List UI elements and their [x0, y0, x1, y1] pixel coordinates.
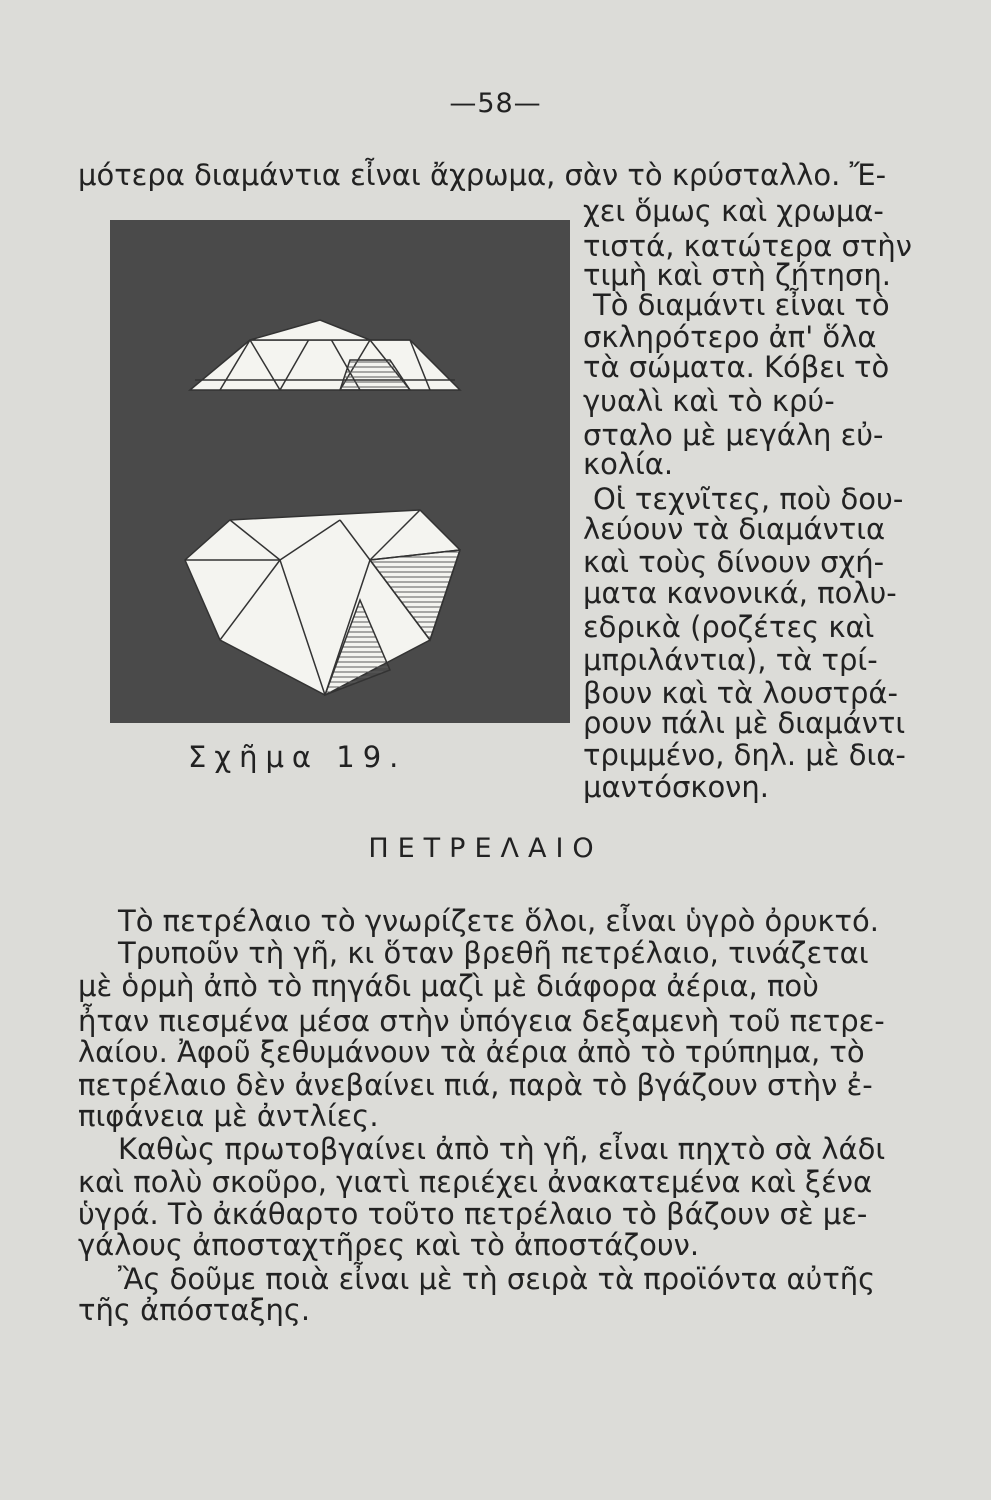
text-line: Οἱ τεχνῖτες, ποὺ δου-	[593, 482, 904, 516]
text-line: Τὸ πετρέλαιο τὸ γνωρίζετε ὅλοι, εἶναι ὑγρὸ ὀρυκτό.	[118, 904, 879, 938]
text-line: Τὸ διαμάντι εἶναι τὸ	[593, 288, 890, 322]
text-line: μότερα διαμάντια εἶναι ἄχρωμα, σὰν τὸ κρύσταλλο. Ἔ-	[78, 158, 887, 192]
diamond-figure	[110, 220, 570, 723]
text-line: χει ὅμως καὶ χρωμα-	[583, 194, 884, 228]
text-line: λεύουν τὰ διαμάντια	[583, 512, 886, 546]
text-line: ματα κανονικά, πολυ-	[583, 576, 897, 610]
text-line: μπριλάντια), τὰ τρί-	[583, 643, 878, 677]
text-line: τιμὴ καὶ στὴ ζήτηση.	[583, 258, 891, 292]
text-line: εδρικὰ (ροζέτες καὶ	[583, 610, 875, 644]
text-line: σκληρότερο ἀπ' ὅλα	[583, 320, 877, 354]
text-line: πετρέλαιο δὲν ἀνεβαίνει πιά, παρὰ τὸ βγάζουν στὴν ἐ-	[78, 1068, 873, 1102]
text-line: ρουν πάλι μὲ διαμάντι	[583, 706, 906, 740]
section-heading: ΠΕΤΡΕΛΑΙΟ	[368, 833, 603, 864]
text-line: γυαλὶ καὶ τὸ κρύ-	[583, 384, 835, 418]
text-line: ὑγρά. Τὸ ἀκάθαρτο τοῦτο πετρέλαιο τὸ βάζουν σὲ με-	[78, 1197, 868, 1231]
text-line: τιστά, κατώτερα στὴν	[583, 229, 912, 263]
text-line: Καθὼς πρωτοβγαίνει ἀπὸ τὴ γῆ, εἶναι πηχτὸ σὰ λάδι	[118, 1132, 886, 1166]
figure-caption: Σχῆμα 19.	[188, 740, 407, 774]
text-line: βουν καὶ τὰ λουστρά-	[583, 676, 898, 710]
text-line: λαίου. Ἀφοῦ ξεθυμάνουν τὰ ἀέρια ἀπὸ τὸ τρύπημα, τὸ	[78, 1035, 865, 1069]
text-line: κολία.	[583, 447, 674, 481]
text-line: σταλο μὲ μεγάλη εὐ-	[583, 418, 884, 452]
text-line: μὲ ὁρμὴ ἀπὸ τὸ πηγάδι μαζὶ μὲ διάφορα ἀέρια, ποὺ	[78, 969, 819, 1003]
page-number: —58—	[449, 88, 542, 119]
text-line: τριμμένο, δηλ. μὲ δια-	[583, 738, 906, 772]
diamond-side-view	[185, 510, 460, 695]
text-line: Τρυποῦν τὴ γῆ, κι ὅταν βρεθῆ πετρέλαιο, τινάζεται	[118, 936, 869, 970]
text-line: τὰ σώματα. Κόβει τὸ	[583, 350, 890, 384]
text-line: Ἂς δοῦμε ποιὰ εἶναι μὲ τὴ σειρὰ τὰ προϊόντα αὐτῆς	[118, 1262, 876, 1296]
text-line: ἦταν πιεσμένα μέσα στὴν ὑπόγεια δεξαμενὴ τοῦ πετρε-	[78, 1004, 885, 1038]
diamond-top-view	[190, 320, 460, 390]
text-line: μαντόσκονη.	[583, 770, 769, 804]
text-line: καὶ πολὺ σκοῦρο, γιατὶ περιέχει ἀνακατεμένα καὶ ξένα	[78, 1165, 873, 1199]
text-line: πιφάνεια μὲ ἀντλίες.	[78, 1099, 379, 1133]
text-line: τῆς ἀπόσταξης.	[78, 1293, 311, 1327]
text-line: καὶ τοὺς δίνουν σχή-	[583, 545, 885, 579]
diamond-illustration	[110, 220, 570, 723]
text-line: γάλους ἀποσταχτῆρες καὶ τὸ ἀποστάζουν.	[78, 1228, 700, 1262]
